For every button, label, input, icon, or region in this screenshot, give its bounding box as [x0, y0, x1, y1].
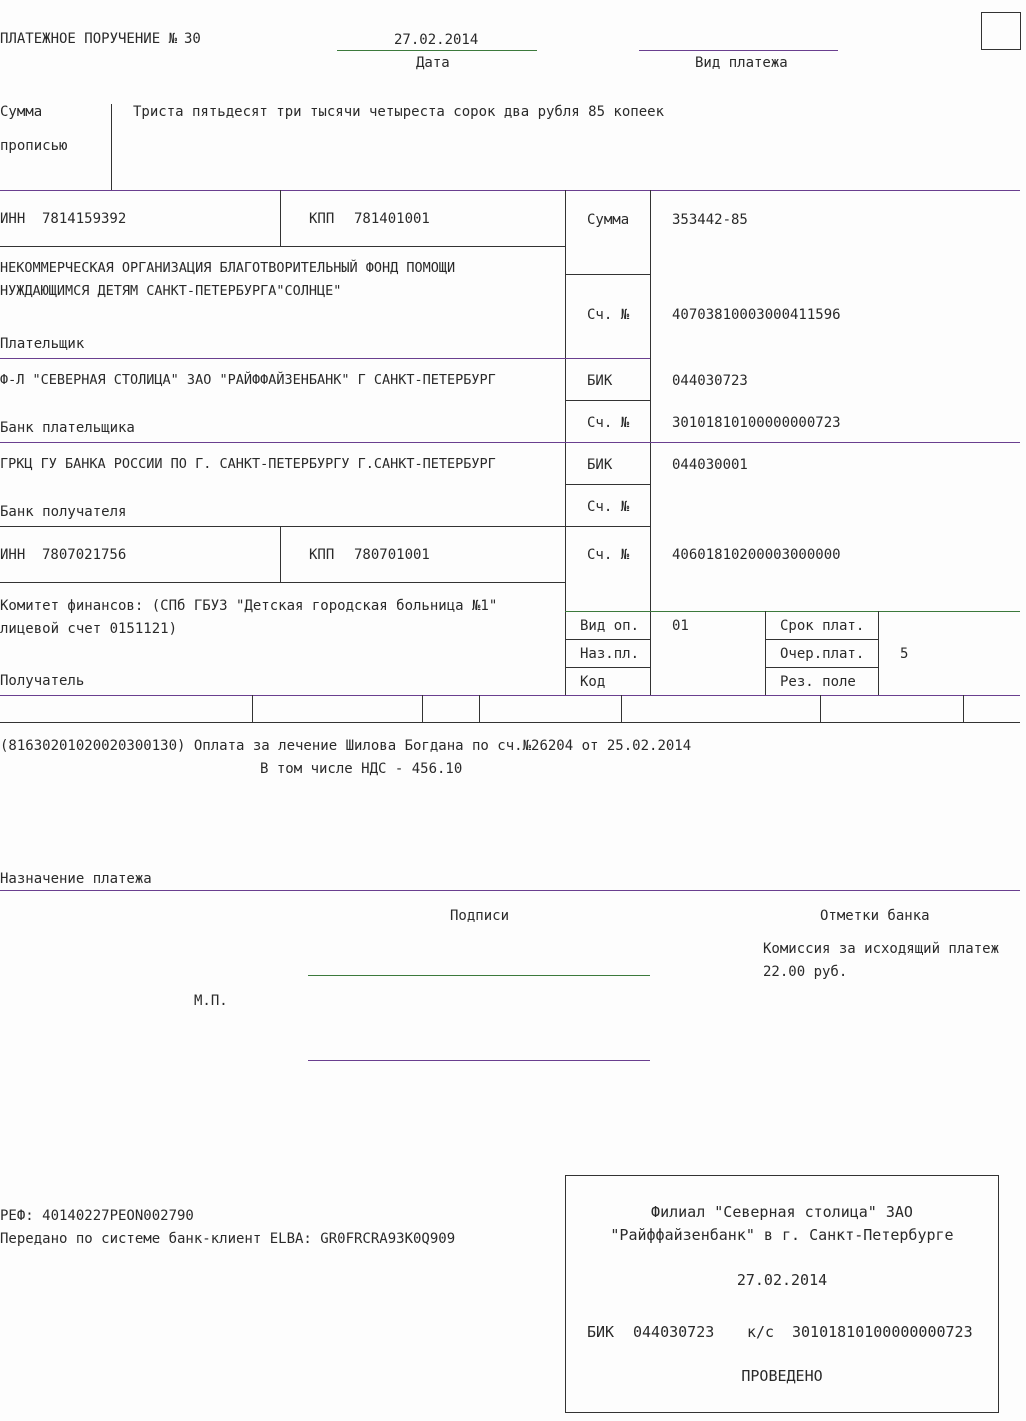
grid-line: [0, 695, 1020, 696]
amount-words-label-2: прописью: [0, 138, 68, 154]
grid-line: [565, 484, 650, 485]
stamp-ks: 30101810100000000723: [792, 1323, 973, 1341]
payer-bank-bik-label: БИК: [587, 373, 613, 389]
payment-type-underline: [639, 50, 838, 51]
payee-inn: 7807021756: [42, 547, 127, 563]
payee-account-label: Сч. №: [587, 547, 630, 563]
bank-marks-label: Отметки банка: [820, 908, 930, 924]
purpose-line1: (81630201020020300130) Оплата за лечение Шилова Богдана по сч.№26204 от 25.02.2014: [0, 738, 692, 754]
grid-line: [479, 695, 480, 722]
payee-bank-name: ГРКЦ ГУ БАНКА РОССИИ ПО Г. САНКТ-ПЕТЕРБУРГУ Г.САНКТ-ПЕТЕРБУРГ: [0, 456, 496, 472]
bank-stamp: [565, 1175, 999, 1413]
kod-label: Код: [580, 674, 606, 690]
stamp-bank-line2: "Райффайзенбанк" в г. Санкт-Петербурге: [610, 1226, 954, 1244]
grid-line: [252, 695, 253, 722]
naz-pl-label: Наз.пл.: [580, 646, 640, 662]
purpose-line2: В том числе НДС - 456.10: [260, 761, 463, 777]
date-label: Дата: [416, 55, 450, 71]
ocher-plat-label: Очер.плат.: [780, 646, 865, 662]
divider: [0, 890, 1020, 891]
payer-name-line1: НЕКОММЕРЧЕСКАЯ ОРГАНИЗАЦИЯ БЛАГОТВОРИТЕЛЬНЫЙ ФОНД ПОМОЩИ: [0, 260, 456, 276]
purpose-label: Назначение платежа: [0, 871, 152, 887]
divider: [0, 190, 1020, 191]
sum-label: Сумма: [587, 212, 630, 228]
grid-line: [565, 400, 650, 401]
grid-line: [0, 722, 1020, 723]
payee-name-line1: Комитет финансов: (СПб ГБУЗ "Детская городская больница №1": [0, 598, 498, 614]
grid-line: [878, 611, 879, 695]
payer-inn-label: ИНН: [0, 211, 26, 227]
grid-line: [280, 526, 281, 582]
stamp-bank-line1: Филиал "Северная столица" ЗАО: [651, 1203, 913, 1221]
transfer-info: Передано по системе банк-клиент ELBA: GR0FRCRA93K0Q909: [0, 1231, 456, 1247]
payer-bank-bik: 044030723: [672, 373, 748, 389]
payer-inn: 7814159392: [42, 211, 127, 227]
srok-plat-label: Срок плат.: [780, 618, 865, 634]
payer-bank-name: Ф-Л "СЕВЕРНАЯ СТОЛИЦА" ЗАО "РАЙФФАЙЗЕНБАНК" Г САНКТ-ПЕТЕРБУРГ: [0, 372, 496, 388]
grid-line: [0, 526, 650, 527]
payee-name-line2: лицевой счет 0151121): [0, 621, 178, 637]
grid-line: [765, 667, 878, 668]
date-underline: [337, 50, 537, 51]
grid-line: [820, 695, 821, 722]
stamp-ks-label: к/с: [747, 1323, 775, 1341]
payee-bank-label: Банк получателя: [0, 504, 127, 520]
amount-words-divider: [111, 104, 112, 190]
payee-kpp: 780701001: [354, 547, 430, 563]
ocher-plat-value: 5: [900, 646, 909, 662]
grid-line: [765, 639, 878, 640]
document-number: 30: [184, 31, 201, 47]
grid-line: [963, 695, 964, 722]
payer-kpp-label: КПП: [309, 211, 335, 227]
grid-line: [0, 246, 565, 247]
grid-line: [621, 695, 622, 722]
payee-bank-bik: 044030001: [672, 457, 748, 473]
signature-line-2: [308, 1060, 650, 1061]
form-code-box: [981, 12, 1021, 50]
rez-pole-label: Рез. поле: [780, 674, 856, 690]
signature-line-1: [308, 975, 650, 976]
grid-line: [0, 358, 650, 359]
amount-words-label: Сумма: [0, 104, 43, 120]
payer-account-label: Сч. №: [587, 307, 630, 323]
vid-op-label: Вид оп.: [580, 618, 640, 634]
document-title: ПЛАТЕЖНОЕ ПОРУЧЕНИЕ №: [0, 31, 178, 47]
payer-kpp: 781401001: [354, 211, 430, 227]
payee-kpp-label: КПП: [309, 547, 335, 563]
grid-line: [565, 274, 650, 275]
payer-account: 40703810003000411596: [672, 307, 841, 323]
document-date: 27.02.2014: [394, 32, 479, 48]
sum-value: 353442-85: [672, 212, 748, 228]
grid-line: [565, 611, 1020, 612]
payee-bank-bik-label: БИК: [587, 457, 613, 473]
payee-account: 40601810200003000000: [672, 547, 841, 563]
grid-line: [280, 190, 281, 246]
payer-label: Плательщик: [0, 336, 85, 352]
amount-words-text: Триста пятьдесят три тысячи четыреста сорок два рубля 85 копеек: [133, 104, 665, 120]
grid-line: [565, 639, 650, 640]
payer-bank-account-label: Сч. №: [587, 415, 630, 431]
commission-line2: 22.00 руб.: [763, 964, 848, 980]
payer-bank-label: Банк плательщика: [0, 420, 135, 436]
payee-bank-account-label: Сч. №: [587, 499, 630, 515]
stamp-status: ПРОВЕДЕНО: [741, 1367, 823, 1385]
stamp-date: 27.02.2014: [736, 1271, 828, 1289]
stamp-place-label: М.П.: [194, 993, 228, 1009]
payer-bank-account: 30101810100000000723: [672, 415, 841, 431]
signatures-label: Подписи: [450, 908, 510, 924]
grid-line: [565, 667, 650, 668]
commission-line1: Комиссия за исходящий платеж: [763, 941, 1000, 957]
payee-inn-label: ИНН: [0, 547, 26, 563]
grid-line: [422, 695, 423, 722]
grid-line: [0, 442, 1020, 443]
grid-line: [765, 611, 766, 695]
ref-number: РЕФ: 40140227PEON002790: [0, 1208, 194, 1224]
vid-op-value: 01: [672, 618, 689, 634]
payee-label: Получатель: [0, 673, 85, 689]
payer-name-line2: НУЖДАЮЩИМСЯ ДЕТЯМ САНКТ-ПЕТЕРБУРГА"СОЛНЦЕ": [0, 283, 342, 299]
grid-line: [0, 582, 565, 583]
payment-type-label: Вид платежа: [695, 55, 788, 71]
stamp-bik-label: БИК: [587, 1323, 615, 1341]
stamp-bik: 044030723: [633, 1323, 715, 1341]
